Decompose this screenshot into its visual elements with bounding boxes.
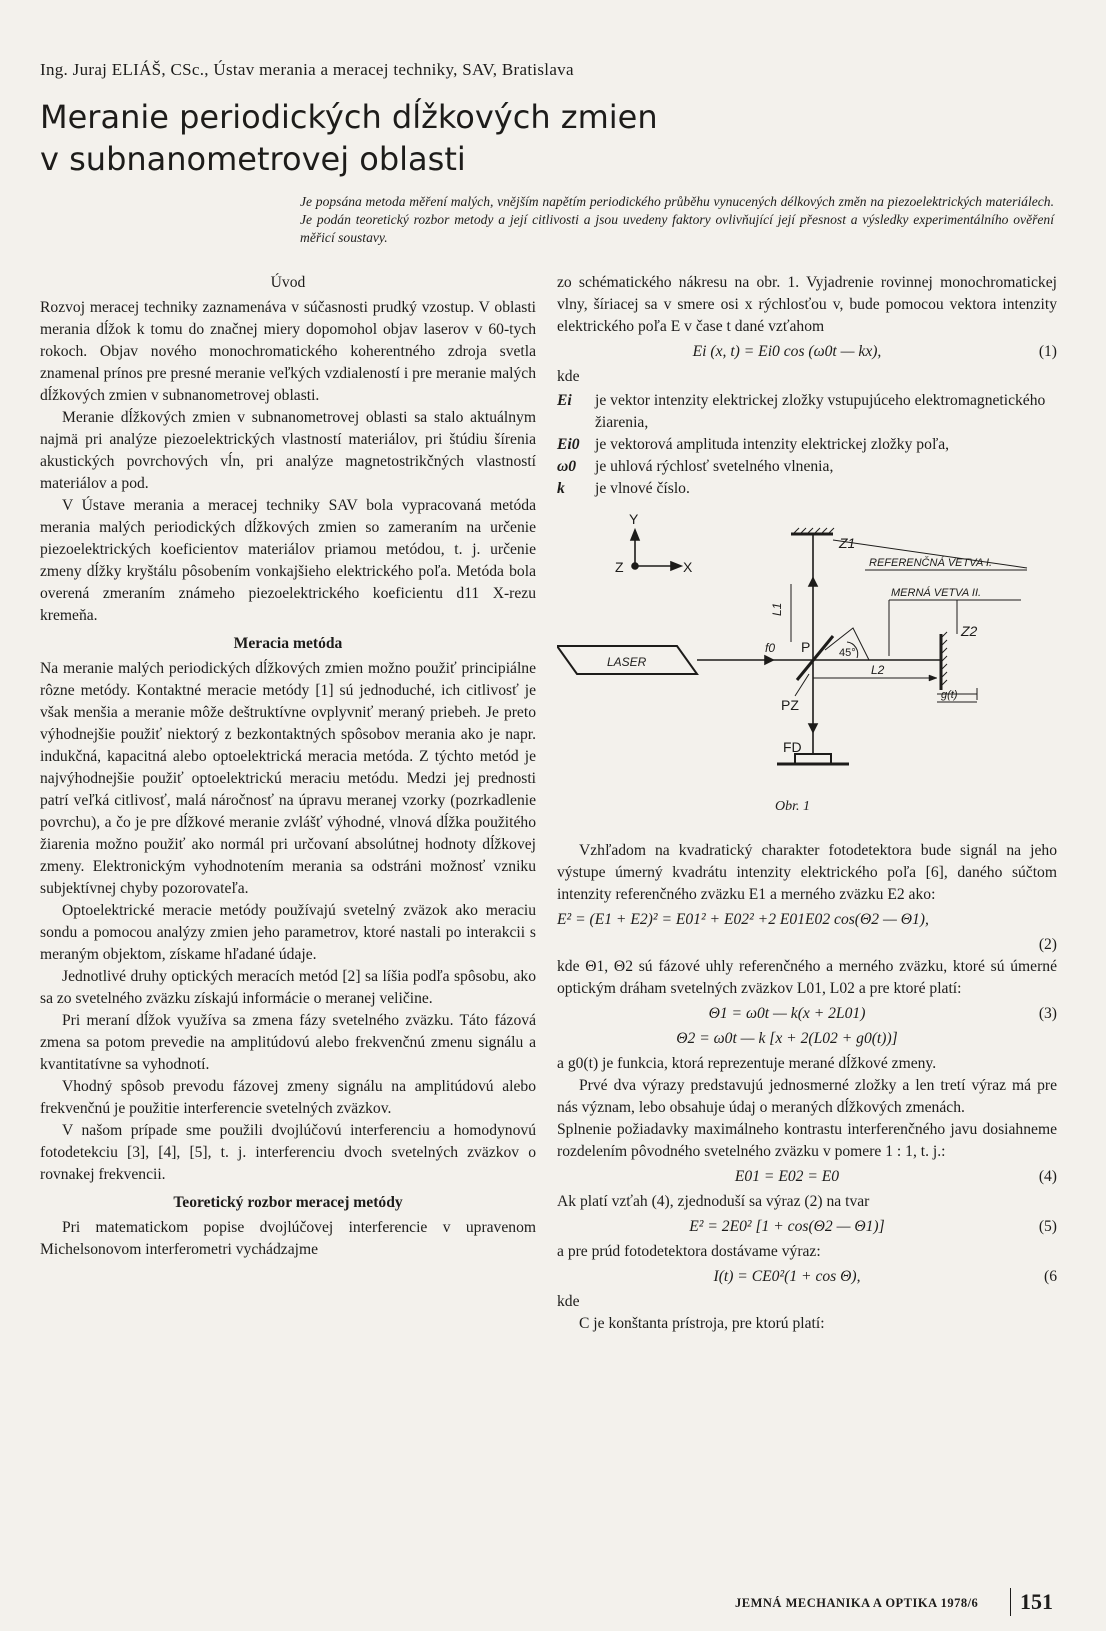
definition-symbol: k [557, 480, 565, 497]
page-number: 151 [1020, 1589, 1053, 1614]
figure-1 [557, 506, 1057, 836]
label-l1: L1 [770, 602, 784, 616]
pz-leader [795, 674, 809, 696]
equation-5 [557, 1216, 1057, 1238]
equation-1-formula: Ei (x, t) = Ei0 cos (ω0t — kx), [692, 343, 882, 360]
label-f0: f0 [765, 641, 776, 655]
label-z: Z [615, 559, 624, 575]
equation-2 [557, 909, 1057, 931]
equation-4-number: (4) [1038, 1168, 1057, 1185]
paragraph: Ak platí vzťah (4), zjednoduší sa výraz (2) na tvar [557, 1193, 870, 1210]
label-angle: 45° [839, 647, 856, 659]
paragraph: Pri matematickom popise dvojlúčovej interferencie v upravenom Michelsonovom interferometri vychádzajme [40, 1219, 536, 1258]
paragraph: Vzhľadom na kvadratický charakter fotodetektora bude signál na jeho výstupe úmerný kvadrátu intenzity elektrického poľa [6], daného súčtom intenzity referenčného zväzku E1 a merného zväzku E2 ako: [557, 842, 1057, 903]
paragraph: C je konštanta prístroja, pre ktorú platí: [579, 1315, 825, 1332]
definition-text: je vlnové číslo. [595, 480, 690, 497]
article-title [40, 96, 658, 180]
paragraph: V Ústave merania a meracej techniky SAV bola vypracovaná metóda merania malých periodických dĺžkových zmien so zameraním na určenie piezoelektrických koeficientov materiálov priamou metódou, t. j. určenie zmeny dĺžky kryštálu pôsobením vonkajšieho elektrického poľa. Metóda bola overená zmeraním známeho piezoelektrického koeficientu d11 X-rezu kremeňa. [40, 497, 536, 624]
y-arrowhead-icon [631, 530, 639, 540]
journal-footer: JEMNÁ MECHANIKA A OPTIKA 1978/6 [735, 1596, 979, 1610]
definition-item [557, 390, 1057, 434]
paragraph: Vhodný spôsob prevodu fázovej zmeny signálu na amplitúdovú alebo frekvenčnú je použitie interferencie svetelných zväzkov. [40, 1078, 536, 1117]
author-affiliation: Ing. Juraj ELIÁŠ, CSc., Ústav merania a meracej techniky, SAV, Bratislava [40, 60, 574, 79]
label-meas-branch: MERNÁ VETVA II. [891, 587, 982, 599]
label-ref-branch: REFERENČNÁ VETVA I. [869, 557, 993, 569]
paragraph: Prvé dva výrazy predstavujú jednosmerné zložky a len tretí výraz má pre nás význam, lebo obsahuje údaj o meraných dĺžkových zmenách. [557, 1077, 1057, 1116]
title-line-1: Meranie periodických dĺžkových zmien [40, 98, 658, 136]
right-column [557, 272, 1057, 1335]
equation-3a-formula: Θ1 = ω0t — k(x + 2L01) [708, 1005, 866, 1022]
equation-3b [557, 1028, 1057, 1050]
footer-divider [1010, 1588, 1011, 1616]
definition-text: je uhlová rýchlosť svetelného vlnenia, [595, 458, 834, 475]
label-z2: Z2 [961, 623, 978, 639]
label-l2: L2 [871, 663, 885, 677]
equation-3-number: (3) [1038, 1005, 1057, 1022]
definition-item [557, 456, 1057, 478]
arrow-down-icon [809, 724, 817, 732]
equation-5-number: (5) [1038, 1218, 1057, 1235]
equation-5-formula: E² = 2E0² [1 + cos(Θ2 — Θ1)] [689, 1218, 885, 1235]
paragraph: Splnenie požiadavky maximálneho kontrastu interferenčného javu dosiahneme rozdelením pôvodného svetelného zväzku v pomere 1 : 1, t. j.: [557, 1121, 1057, 1160]
equation-6-number: (6 [1044, 1268, 1057, 1285]
paragraph: kde Θ1, Θ2 sú fázové uhly referenčného a merného zväzku, ktoré sú úmerné optickým dráham svetelných zväzkov L01, L02 a pre ktoré platí: [557, 958, 1057, 997]
label-x: X [683, 559, 693, 575]
z-axis-dot [632, 563, 638, 569]
definition-symbol: ω0 [557, 458, 577, 475]
equation-2-formula: E² = (E1 + E2)² = E01² + E02² +2 E01E02 cos(Θ2 — Θ1), [557, 911, 929, 928]
paragraph: Rozvoj meracej techniky zaznamenáva v súčasnosti prudký vzostup. V oblasti merania dĺžok k tomu do značnej miery dopomohol objav laserov v 60-tych rokoch. Objav nového monochromatického koherentného zdroja svetla znamenal prínos pre presné meranie veľkých vzdialeností i pre meranie malých dĺžkových zmien v subnanometrovej oblasti. [40, 299, 536, 404]
left-column [40, 272, 536, 1261]
interferometer-diagram [557, 506, 1057, 796]
equation-3a [557, 1003, 1057, 1025]
label-pz: PZ [781, 697, 799, 713]
equation-3b-spacer [1017, 1028, 1057, 1050]
label-p: P [801, 639, 811, 655]
paragraph: a g0(t) je funkcia, ktorá reprezentuje merané dĺžkové zmeny. [557, 1055, 937, 1072]
paragraph: a pre prúd fotodetektora dostávame výraz: [557, 1243, 821, 1260]
paragraph: V našom prípade sme použili dvojlúčovú interferenciu a homodynovú fotodetekciu [3], [4], [5], t. j. interferenciu dvoch svetelných zväzkov o rovnakej frekvencii. [40, 1122, 536, 1183]
definition-symbol: Ei0 [557, 436, 580, 453]
equation-6-formula: I(t) = CE0²(1 + cos Θ), [713, 1268, 861, 1285]
section-heading-intro: Úvod [270, 274, 306, 291]
equation-4 [557, 1166, 1057, 1188]
paragraph: Na meranie malých periodických dĺžkových zmien možno použiť principiálne rôzne metódy. Kontaktné meracie metódy [1] sú jednoduché, ich citlivosť je však menšia a meranie môže deštruktívne ovplyvniť meraný priebeh. Je preto výhodnejšie použiť niektorý z bezkontaktných spôsobov merania ako je napr. indukčná, kapacitná alebo optoelektrická meracia metóda. Z týchto metód je najvýhodnejšie použiť optoelektrickú meraciu metódu. Medzi jej prednosti patrí veľká citlivosť, malá náročnosť na úpravu meranej vzorky (pozrkadlenie povrchu), a čo je pre dĺžkové meranie zvlášť výhodné, vlnová dĺžka použitého žiarenia možno použiť ako normál pri určovaní absolútnej hodnoty dĺžkovej zmeny. Elektronickým vyhodnotením merania sa odstráni možnosť vzniku subjektívnej chyby pozorovateľa. [40, 660, 536, 897]
definition-item [557, 434, 1057, 456]
arrow-up-icon [809, 578, 817, 586]
equation-1-number: (1) [1038, 343, 1057, 360]
kde-label: kde [557, 1293, 580, 1310]
paragraph: Jednotlivé druhy optických meracích metód [2] sa líšia podľa spôsobu, ako sa zo svetelného zväzku získajú informácie o meranej veličine. [40, 968, 536, 1007]
abstract: Je popsána metoda měření malých, vnějším napětím periodického průběhu vynucených délkových změn na piezoelektrických materiálech. Je podán teoretický rozbor metody a její citlivosti a jsou uvedeny faktory ovlivňující její přesnost a výsledky experimentálního ověření měřicí soustavy. [300, 194, 1054, 245]
paragraph: Meranie dĺžkových zmien v subnanometrovej oblasti sa stalo aktuálnym najmä pri analýze piezoelektrických vlastností materiálov, pri štúdiu šírenia akustických povrchových vĺn, pri analýze magnetostrikčných vlastností materiálov a pod. [40, 409, 536, 492]
label-fd: FD [783, 739, 802, 755]
x-arrowhead-icon [671, 562, 681, 570]
definition-text: je vektorová amplituda intenzity elektrickej zložky poľa, [595, 436, 950, 453]
definition-text: je vektor intenzity elektrickej zložky vstupujúceho elektromagnetického žiarenia, [595, 392, 1046, 431]
section-heading-theory: Teoretický rozbor meracej metódy [173, 1194, 403, 1211]
paragraph: Pri meraní dĺžok využíva sa zmena fázy svetelného zväzku. Táto fázová zmena sa potom prevedie na amplitúdovú alebo frekvenčnú zmenu signálu a kvantitatívne sa vyhodnotí. [40, 1012, 536, 1073]
title-line-2: v subnanometrovej oblasti [40, 140, 466, 178]
kde-label: kde [557, 368, 580, 385]
l2-arrowhead-icon [929, 675, 937, 681]
equation-3b-formula: Θ2 = ω0t — k [x + 2(L02 + g0(t))] [676, 1030, 898, 1047]
paragraph: Optoelektrické meracie metódy používajú svetelný zväzok ako meraciu sondu a pomocou analýzy zmien jeho parametrov, ktoré nastali po interakcii s meraným objektom, získame hľadané údaje. [40, 902, 536, 963]
section-heading-method: Meracia metóda [233, 635, 343, 652]
arrow-right-icon [765, 656, 773, 664]
equation-2-number: (2) [1038, 936, 1057, 953]
label-gt: g(t) [941, 689, 958, 701]
equation-6 [557, 1266, 1057, 1288]
equation-1 [557, 341, 1057, 363]
paragraph: zo schématického nákresu na obr. 1. Vyjadrenie rovinnej monochromatickej vlny, šíriacej sa v smere osi x rýchlosťou v, bude pomocou vektora intenzity elektrického poľa E v čase t dané vzťahom [557, 274, 1057, 335]
equation-4-formula: E01 = E02 = E0 [734, 1168, 840, 1185]
symbol-definitions [557, 390, 1057, 500]
definition-item [557, 478, 1057, 500]
label-z1: Z1 [839, 535, 856, 551]
figure-caption: Obr. 1 [775, 799, 811, 814]
label-laser: LASER [607, 655, 647, 669]
definition-symbol: Ei [557, 392, 572, 409]
label-y: Y [629, 511, 639, 527]
